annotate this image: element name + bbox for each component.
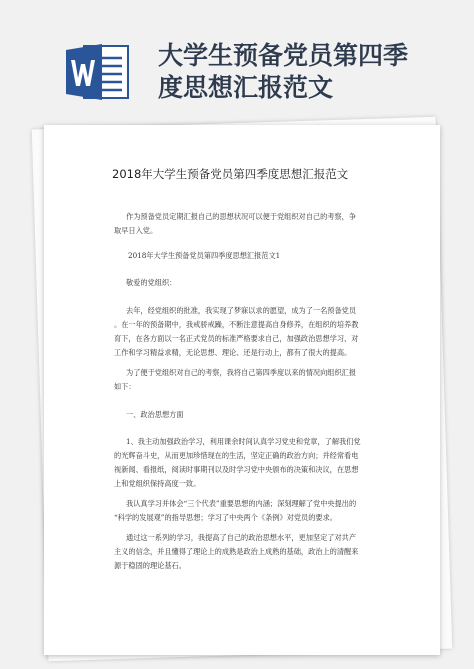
header-title-line-2: 度思想汇报范文 — [158, 73, 334, 102]
paragraph-line: 。在一年的预备期中，我戒骄戒躁，不断注意提高自身修养，在组织的培养教 — [114, 320, 359, 329]
paragraph-line: 主义的信念，并且懂得了理论上的成熟是政治上成熟的基础，政治上的清醒来 — [114, 547, 359, 556]
preview-header — [0, 0, 474, 112]
paragraph-body-1 — [114, 304, 358, 360]
paragraph-line: 如下： — [114, 382, 136, 391]
paragraph-body-3 — [114, 435, 361, 491]
paragraph-subtitle — [128, 249, 280, 263]
paragraph-line: 为了便于党组织对自己的考察，我将自己第四季度以来的情况向组织汇报 — [126, 368, 357, 377]
header-title — [158, 40, 458, 104]
paragraph-line: 一、政治思想方面 — [126, 410, 184, 419]
paragraph-line: 工作和学习精益求精，无论思想、理论、还是行动上，都有了很大的提高。 — [114, 348, 352, 357]
paragraph-salutation — [126, 276, 176, 290]
paragraph-line: 我认真学习并体会“三个代表”重要思想的内涵；深刻理解了党中央提出的 — [126, 499, 357, 508]
paragraph-line: 的光辉奋斗史，从而更加珍惜现在的生活，坚定正确的政治方向；并经常看电 — [114, 451, 359, 460]
paragraph-body-5 — [114, 531, 358, 573]
section-heading-politics — [126, 408, 184, 422]
paragraph-line: 取早日入党。 — [114, 226, 158, 235]
paragraph-line: 2018年大学生预备党员第四季度思想汇报范文1 — [128, 251, 281, 260]
paragraph-body-2 — [114, 366, 356, 394]
paragraph-line: 育下，在各方面以一名正式党员的标准严格要求自己，加强政治思想学习、对 — [114, 334, 359, 343]
paragraph-line: 作为预备党员定期汇报自己的思想状况可以便于党组织对自己的考察，争 — [126, 212, 357, 221]
paragraph-line: 去年，经党组织的批准，我实现了梦寐以求的愿望，成为了一名预备党员 — [126, 306, 357, 315]
paragraph-line: 源于稳固的理论基石。 — [114, 561, 186, 570]
header-title-line-1: 大学生预备党员第四季 — [158, 41, 409, 70]
document-page — [44, 125, 440, 655]
document-title: 2018年大学生预备党员第四季度思想汇报范文 — [112, 167, 349, 181]
word-document-icon — [64, 42, 130, 102]
paragraph-line: 上和党组织保持高度一致。 — [114, 479, 201, 488]
paragraph-line: “科学的发展观”的指导思想；学习了中央两个《条例》对党员的要求。 — [114, 513, 337, 522]
paragraph-line: 敬爱的党组织： — [126, 278, 177, 287]
paragraph-body-4 — [114, 497, 356, 525]
paragraph-line: 通过这一系列的学习，我提高了自己的政治思想水平，更加坚定了对共产 — [126, 533, 357, 542]
paragraph-intro — [114, 210, 357, 238]
paragraph-line: 1、我主动加强政治学习，利用课余时间认真学习党史和党章，了解我们党 — [126, 437, 361, 446]
paragraph-line: 视新闻、看报纸，阅读时事期刊以及时学习党中央颁布的决策和决议，在思想 — [114, 465, 359, 474]
